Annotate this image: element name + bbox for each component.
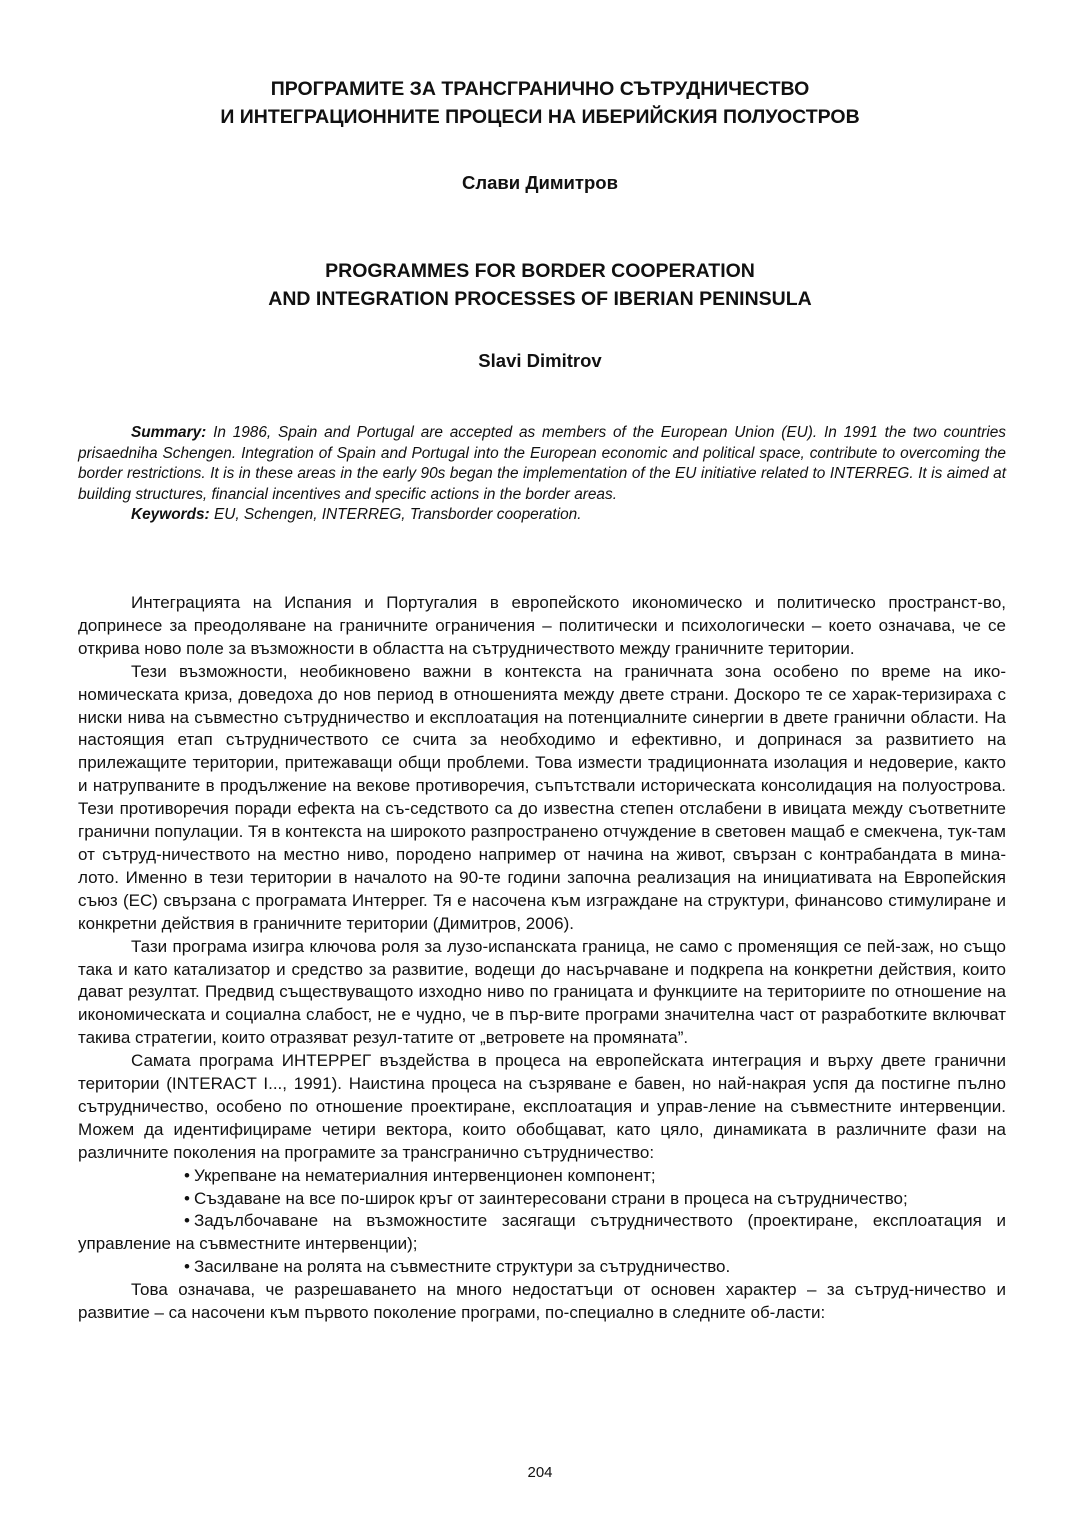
- body-paragraph: Тази програма изигра ключова роля за лузо-испанската граница, не само с променящия се пей-заж, но също така и като катализатор и средство за развитие, водещи до насърчаване и подкрепа на конкретни действия, които дават резултат. Предвид съществуващото изходно ниво по границата и функциите на териториите по отношение на икономическата и социална слабост, не е чудно, че в пър-вите програми значителна част от разработките включват такива стратегии, които отразяват резул-татите от „ветровете на промяната”.: [78, 936, 1006, 1048]
- body-text: [78, 592, 1006, 1325]
- bullet-text: Засилване на ролята на съвместните структури за сътрудничество.: [193, 1257, 731, 1277]
- bullet-item: [78, 1256, 1006, 1279]
- bullet-icon: •: [184, 1257, 190, 1277]
- title-english: [0, 257, 1080, 313]
- body-paragraph: Самата програма ИНТЕРРЕГ въздейства в процеса на европейската интеграция и върху двете гранични територии (INTERACT I..., 1991). Наистина процеса на съзряване е бавен, но най-накрая успя да постигне пълно сътрудничество, особено по отношение проектиране, експлоатация и управ-ление на съвместните интервенции. Можем да идентифицираме четири вектора, които обобщават, като цяло, динамиката в различните фази на различните поколения на програмите за трансгранично сътрудничество:: [78, 1051, 1006, 1162]
- summary-label: Summary:: [131, 424, 207, 441]
- bullet-icon: •: [184, 1188, 190, 1208]
- bullet-item: [78, 1210, 1006, 1256]
- author-bulgarian: Слави Димитров: [462, 172, 618, 193]
- bullet-text: Създаване на все по-широк кръг от заинтересовани страни в процеса на сътрудничество;: [193, 1188, 908, 1208]
- page-number: 204: [527, 1464, 553, 1481]
- keywords-label: Keywords:: [131, 506, 210, 523]
- abstract: [78, 423, 1006, 526]
- title-en-line-1: PROGRAMMES FOR BORDER COOPERATION: [325, 260, 755, 282]
- keywords-paragraph: [78, 505, 1006, 526]
- summary-paragraph: [78, 423, 1006, 505]
- body-paragraph-closing: Това означава, че разрешаването на много недостатъци от основен характер – за сътруд-ничество и развитие – са насочени към първото поколение програми, по-специално в следните об-ласти:: [78, 1280, 1006, 1323]
- title-bg-line-1: ПРОГРАМИТЕ ЗА ТРАНСГРАНИЧНО СЪТРУДНИЧЕСТВО: [270, 78, 810, 100]
- title-bg-line-2: И ИНТЕГРАЦИОННИТЕ ПРОЦЕСИ НА ИБЕРИЙСКИЯ ПОЛУОСТРОВ: [220, 106, 860, 128]
- body-paragraph: Интеграцията на Испания и Португалия в европейското икономическо и политическо пространст-во, допринесе за преодоляване на граничните ограничения – политически и психологически – което означава, че се открива ново поле за възможности в областта на сътрудничеството между граничните територии.: [78, 593, 1006, 658]
- bullet-text: Укрепване на нематериалния интервенционен компонент;: [193, 1165, 656, 1185]
- author-english: Slavi Dimitrov: [478, 350, 602, 371]
- title-en-line-2: AND INTEGRATION PROCESSES OF IBERIAN PENINSULA: [268, 288, 812, 310]
- body-paragraph: Тези възможности, необикновено важни в контекста на граничната зона особено по време на ико-номическата криза, доведоха до нов период в отношенията между двете страни. Доскоро те се харак-теризираха с ниски нива на съвместно сътрудничество и експлоатация на потенциалните синергии в двете гранични области. На настоящия етап сътрудничеството се счита за необходимо и ефективно, и допринася за развитието на прилежащите територии, притежаващи общи проблеми. Това измести традиционната изолация и недоверие, както и натрупваните в продължение на векове противоречия, съпътствали историческата консолидация на полуострова. Тези противоречия поради ефекта на съ-седството са до известна степен отслабени в ивицата между съответните гранични популации. Тя в контекста на широкото разпространено отчуждение в световен мащаб е смекчена, тук-там от сътруд-ничеството на местно ниво, породено например от начина на живот, свързан с контрабандата в мина-лото. Именно в тези територии в началото на 90-те години започна реализация на инициативата на Европейския съюз (ЕС) свързана с програмата Интеррег. Тя е насочена към изграждане на структури, финансово стимулиране и конкретни действия в граничните територии (Димитров, 2006).: [78, 661, 1006, 933]
- bullet-item: [78, 1165, 1006, 1188]
- title-bulgarian: [0, 75, 1080, 131]
- bullet-icon: •: [184, 1211, 190, 1231]
- keywords-text: EU, Schengen, INTERREG, Transborder cooperation.: [209, 506, 582, 523]
- bullet-text: Задълбочаване на възможностите засягащи сътрудничеството (проектиране, експлоатация и управление на съвместните интервенции);: [78, 1211, 1006, 1254]
- bullet-icon: •: [184, 1165, 190, 1185]
- summary-text: In 1986, Spain and Portugal are accepted as members of the European Union (EU). In 1991 the two countries prisaedniha Schengen. Integration of Spain and Portugal into the European economic and political space, contribute to overcoming the border restrictions. It is in these areas in the early 90s began the implementation of the EU initiative related to INTERREG. It is aimed at building structures, financial incentives and specific actions in the border areas.: [78, 424, 1006, 503]
- bullet-item: [78, 1188, 1006, 1211]
